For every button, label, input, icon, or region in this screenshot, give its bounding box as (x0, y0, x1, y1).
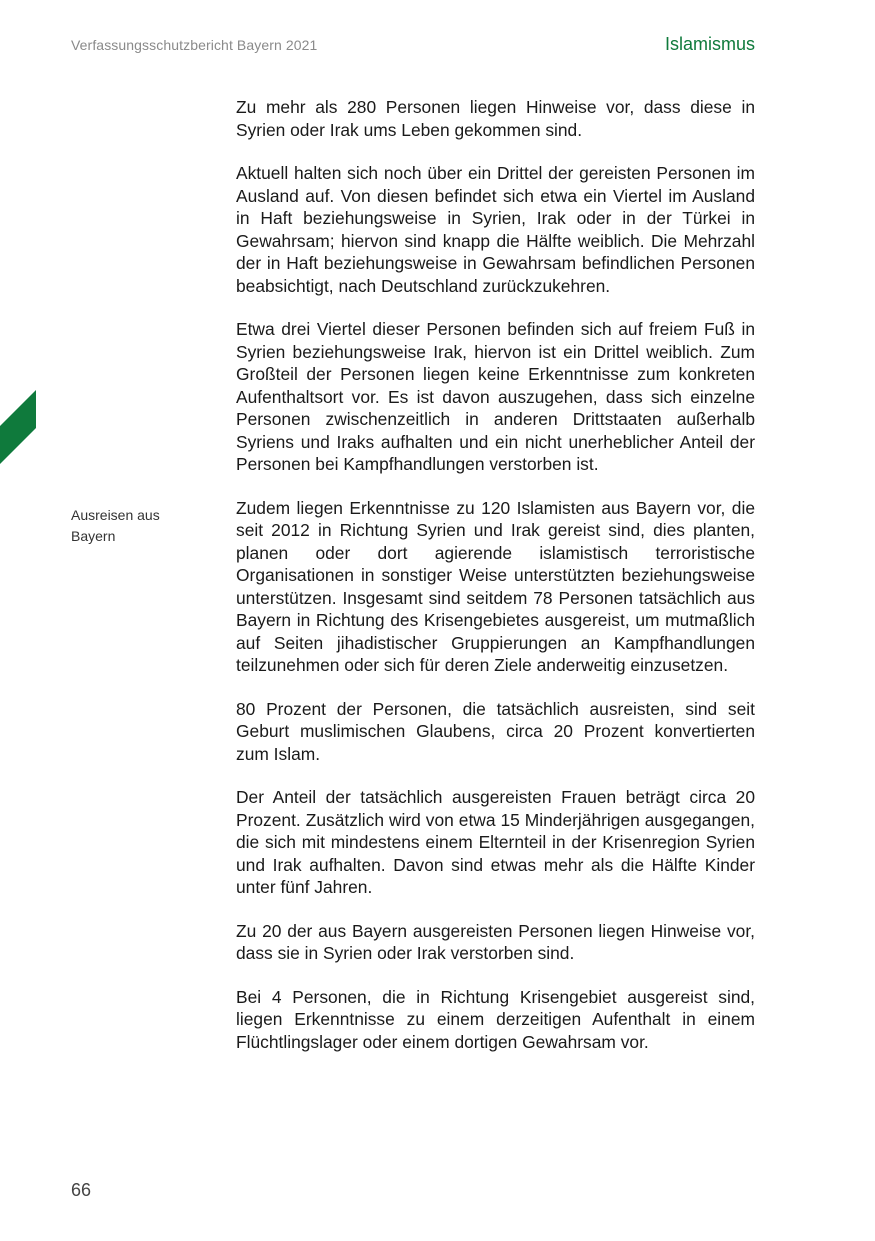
paragraph-4: Zudem liegen Erkenntnisse zu 120 Islamisten aus Bayern vor, die seit 2012 in Richtung Syrien und Irak gereist sind, dies planten, planen oder dort agierende islamistisch terroristische Organisationen in sonstiger Weise unterstützten beziehungsweise unterstützen. Insgesamt sind seitdem 78 Personen tatsächlich aus Bayern in Richtung des Krisengebietes ausgereist, um mutmaßlich auf Seiten jihadistischer Gruppierungen an Kampfhandlungen teilzunehmen oder sich für deren Ziele anderweitig einzusetzen. (236, 497, 755, 675)
paragraph-1: Zu mehr als 280 Personen liegen Hinweise vor, dass diese in Syrien oder Irak ums Leben gekommen sind. (236, 97, 755, 140)
marginal-note (71, 505, 191, 547)
paragraph-7: Zu 20 der aus Bayern ausgereisten Personen liegen Hinweise vor, dass sie in Syrien oder Irak verstorben sind. (236, 920, 755, 963)
paragraph-6: Der Anteil der tatsächlich ausgereisten Frauen beträgt circa 20 Prozent. Zusätzlich wird von etwa 15 Minderjährigen ausgegangen, die sich mit mindestens einem Elternteil in der Krisenregion Syrien und Irak aufhalten. Davon sind etwas mehr als die Hälfte Kinder unter fünf Jahren. (236, 787, 755, 897)
paragraph-2: Aktuell halten sich noch über ein Drittel der gereisten Personen im Ausland auf. Von diesen befindet sich etwa ein Viertel im Ausland in Haft beziehungsweise in Syrien, Irak oder in der Türkei in Gewahrsam; hiervon sind knapp die Hälfte weiblich. Die Mehrzahl der in Haft beziehungsweise in Gewahrsam befindlichen Personen beabsichtigt, nach Deutschland zurückzukehren. (236, 163, 755, 296)
marginal-note-line-1: Ausreisen aus (71, 507, 160, 523)
paragraph-5: 80 Prozent der Personen, die tatsächlich ausreisten, sind seit Geburt muslimischen Glaubens, circa 20 Prozent konvertierten zum Islam. (236, 698, 755, 764)
section-title: Islamismus (664, 34, 755, 54)
body-text (236, 96, 755, 1074)
marginal-note-line-2: Bayern (71, 528, 116, 544)
paragraph-3: Etwa drei Viertel dieser Personen befinden sich auf freiem Fuß in Syrien beziehungsweise Irak, hiervon ist ein Drittel weiblich. Zum Großteil der Personen liegen keine Erkenntnisse zum konkreten Aufenthaltsort vor. Es ist davon auszugehen, dass sich einzelne Personen zwischenzeitlich in anderen Drittstaaten außerhalb Syriens und Iraks aufhalten und ein nicht unerheblicher Anteil der Personen bei Kampfhandlungen verstorben ist. (236, 319, 755, 474)
paragraph-8: Bei 4 Personen, die in Richtung Krisengebiet ausgereist sind, liegen Erkenntnisse zu einem derzeitigen Aufenthalt in einem Flüchtlingslager oder einem dortigen Gewahrsam vor. (236, 986, 755, 1052)
running-header-title: Verfassungsschutzbericht Bayern 2021 (71, 37, 318, 53)
chapter-marker-icon (0, 390, 36, 464)
page-number: 66 (71, 1180, 92, 1200)
